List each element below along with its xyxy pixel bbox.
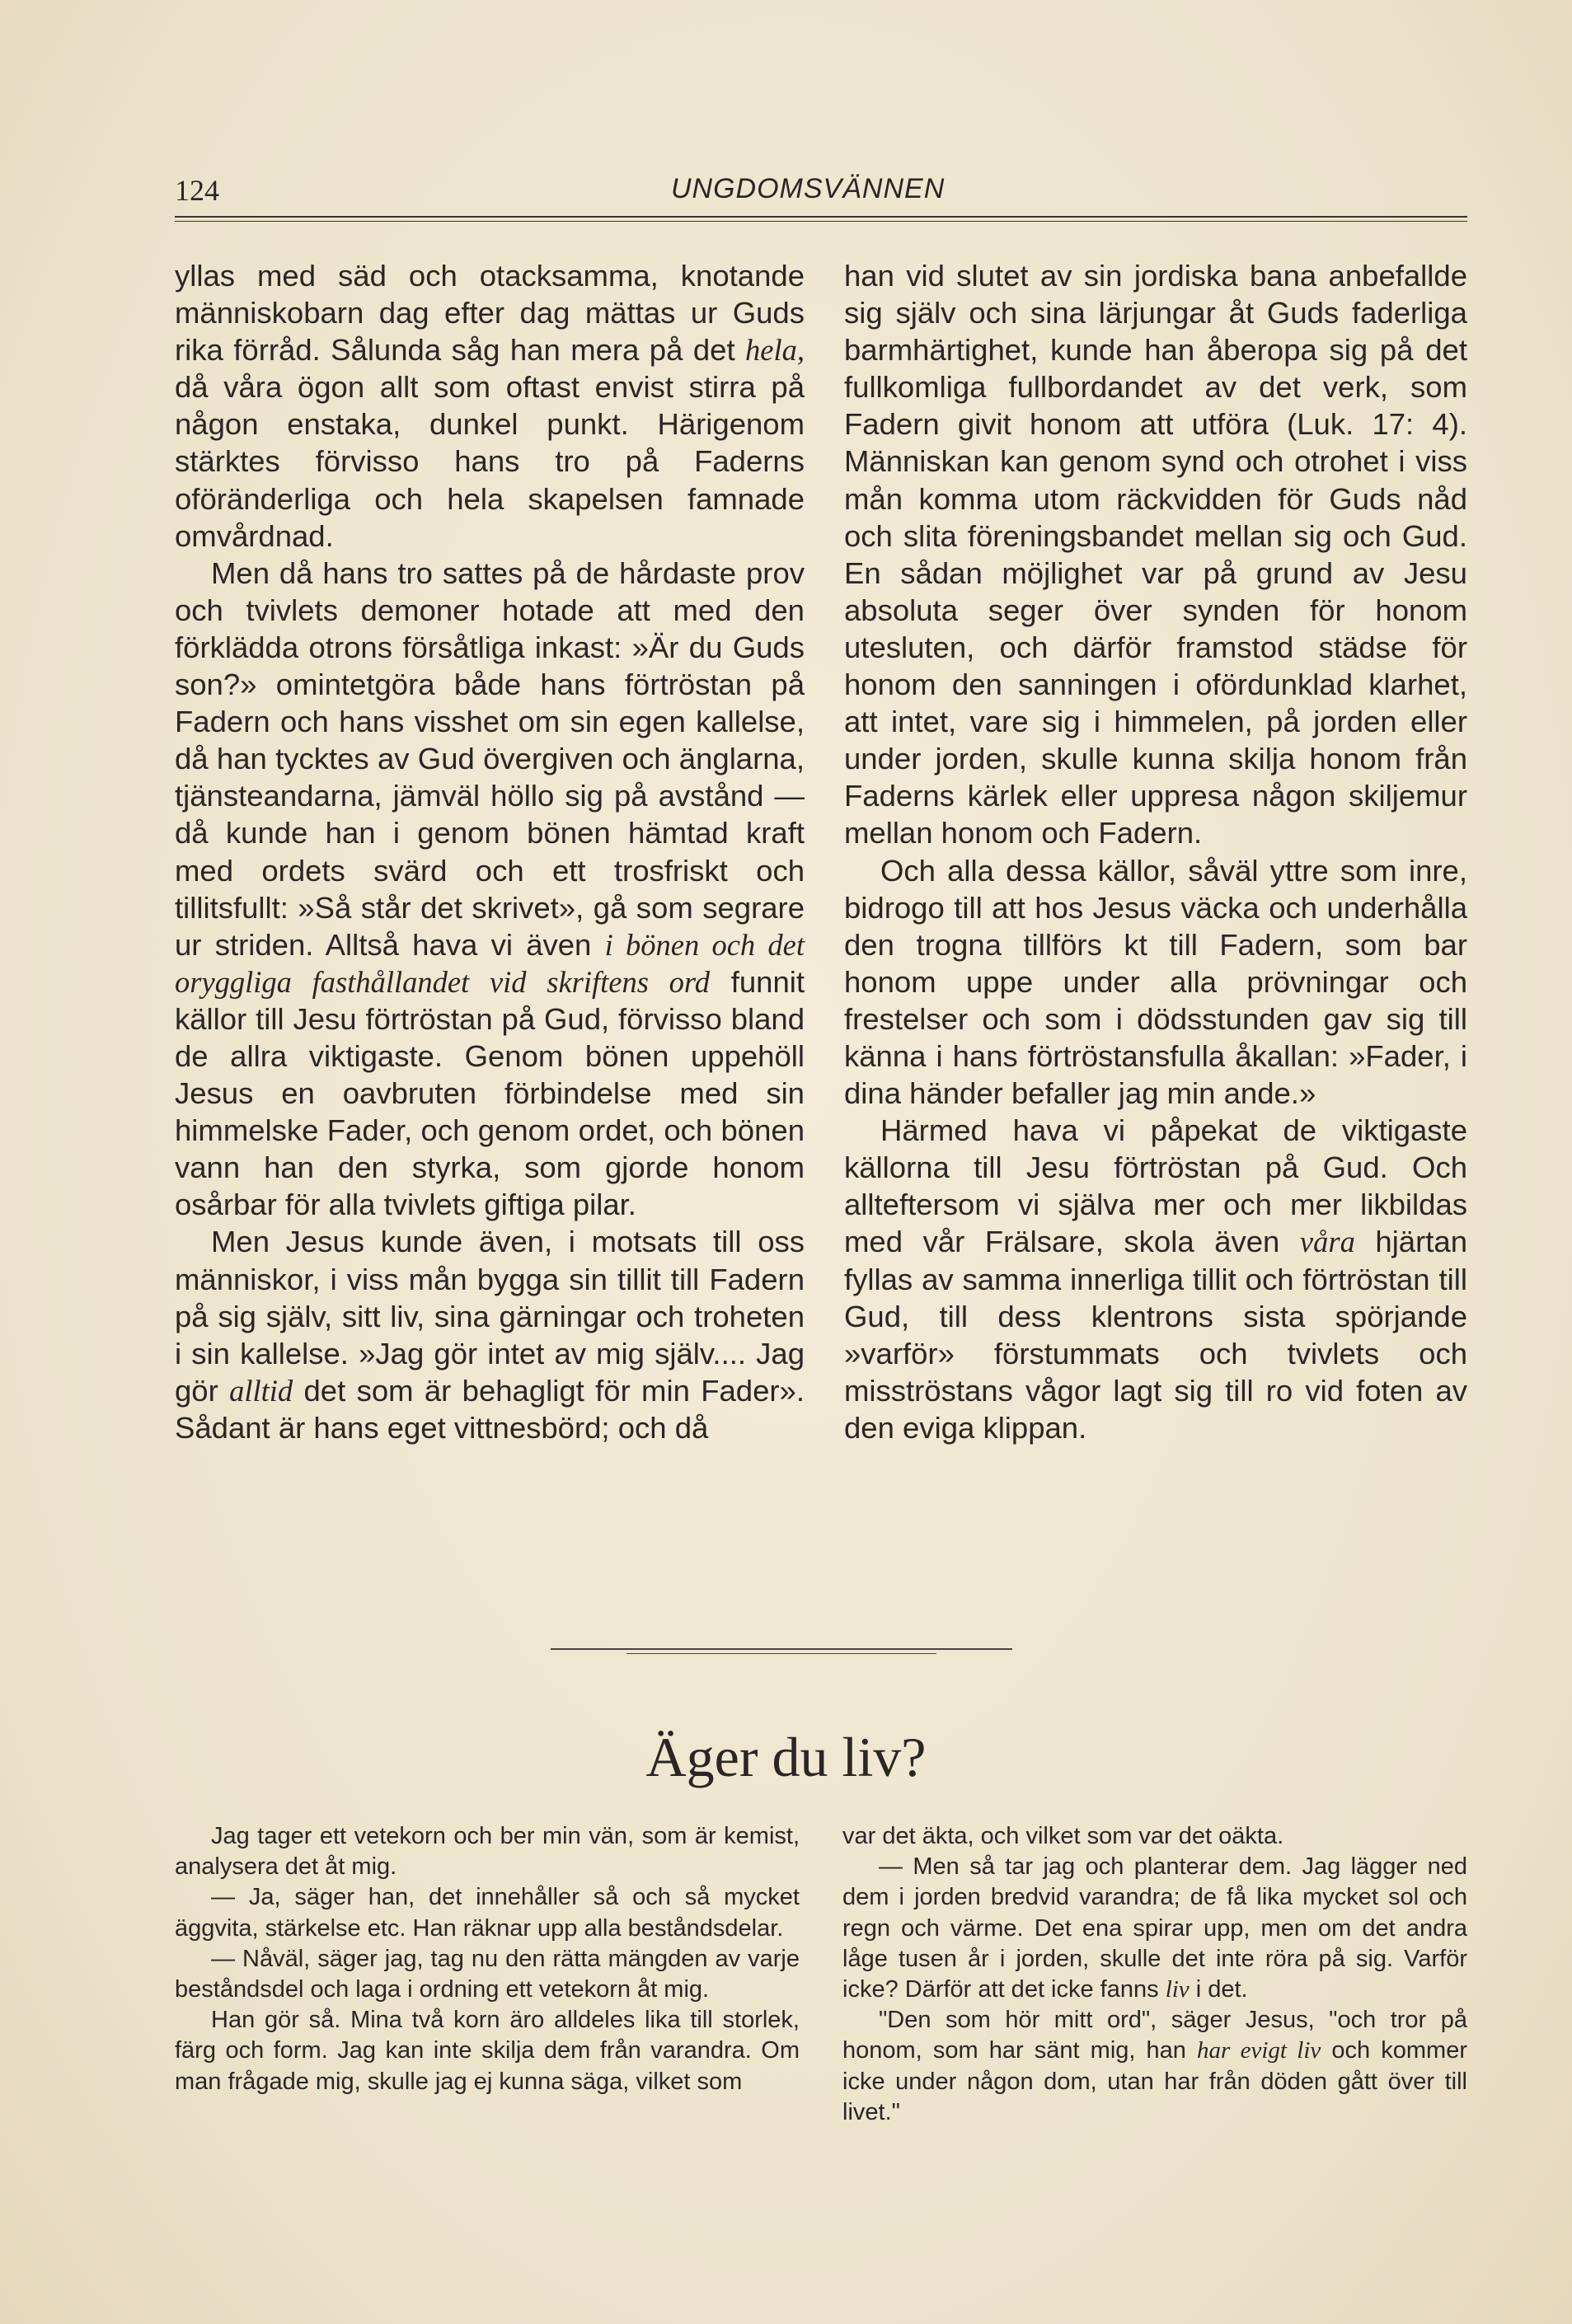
section-divider: [551, 1648, 1012, 1650]
running-title: UNGDOMSVÄNNEN: [671, 173, 946, 204]
article2-left-column: [175, 1821, 800, 2097]
paragraph: [175, 555, 805, 1224]
article1-right-column: [844, 257, 1467, 1446]
section-divider-thin: [626, 1653, 936, 1654]
paragraph-text: Men då hans tro sattes på de hårdaste prov och tvivlets demoner hotade att med den förklädda otrons försåtliga inkast: »Är du Guds son?» omintetgöra både hans förtröstan på Fadern och hans visshet om sin egen kallelse, då han tycktes av Gud övergiven och änglarna, tjänsteandarna, jämväl höllo sig på avstånd — då kunde han i genom bönen hämtad kraft med ordets svärd och ett trosfriskt och tillitsfullt: »Så står det skrivet», gå som segrare ur striden. Alltså hava vi även: [175, 555, 805, 962]
paragraph: [175, 1944, 800, 2005]
article2-right-column: [842, 1821, 1467, 2128]
paragraph-text: han vid slutet av sin jordiska bana anbefallde sig själv och sina lärjungar åt Guds faderliga barmhärtighet, kunde han åberopa sig på det fullkomliga fullbordandet av det verk, som Fadern givit honom att utföra (Luk. 17: 4). Människan kan genom synd och otrohet i viss mån komma utom räckvidden för Guds nåd och slita föreningsbandet mellan sig och Gud. En sådan möjlighet var på grund av Jesu absoluta seger över synden för honom utesluten, och därför framstod städse för honom den sanningen i ofördunklad klarhet, att intet, vare sig i himmelen, på jorden eller under jorden, skulle kunna skilja honom från Faderns kärlek eller uppresa någon skiljemur mellan honom och Fadern.: [844, 259, 1467, 850]
paragraph: [842, 1852, 1467, 2005]
paragraph-text: Jag tager ett vetekorn och ber min vän, som är kemist, analysera det åt mig.: [175, 1823, 800, 1881]
page-number: 124: [175, 174, 219, 207]
emphasis: våra: [1299, 1225, 1355, 1259]
paragraph: [842, 2005, 1467, 2128]
paragraph: [175, 1223, 805, 1446]
paragraph-text: — Nåväl, säger jag, tag nu den rätta mängden av varje beståndsdel och laga i ordning ett vetekorn åt mig.: [175, 1945, 800, 2003]
header-rule-thin: [175, 221, 1467, 222]
paragraph-text: funnit källor till Jesu förtröstan på Gud, förvisso bland de allra viktigaste. Genom bönen uppehöll Jesus en oavbruten förbindelse med sin himmelske Fader, och genom ordet, och bönen vann han den styrka, som gjorde honom osårbar för alla tvivlets giftiga pilar.: [175, 964, 805, 1222]
header-rule-thick: [175, 216, 1467, 218]
emphasis: liv: [1165, 1976, 1190, 2003]
emphasis: hela,: [745, 333, 805, 368]
paragraph: [175, 1882, 800, 1943]
paragraph-text: yllas med säd och otacksamma, knotande människobarn dag efter dag mättas ur Guds rika förråd. Sålunda såg han mera på det: [175, 259, 805, 368]
paragraph-text: "Den som hör mitt ord", säger Jesus, "och tror på honom, som har sänt mig, han: [842, 2007, 1467, 2064]
paragraph: [844, 852, 1467, 1113]
paragraph: [175, 257, 805, 555]
paragraph: [175, 2005, 800, 2097]
paragraph: [844, 1112, 1467, 1446]
paragraph-text: var det äkta, och vilket som var det oäkta.: [842, 1823, 1284, 1849]
paragraph-text: och kommer icke under någon dom, utan har från döden gått över till livet.": [842, 2037, 1467, 2125]
paragraph-text: då våra ögon allt som oftast envist stirra på någon enstaka, dunkel punkt. Härigenom stärktes förvisso hans tro på Faderns oföränderliga och hela skapelsen famnade omvårdnad.: [175, 370, 805, 553]
emphasis: i bönen och det oryggliga fasthållandet vid skriftens ord: [175, 927, 805, 999]
article-title: Äger du liv?: [645, 1726, 927, 1788]
article1-left-column: [175, 257, 805, 1446]
paragraph-text: — Men så tar jag och planterar dem. Jag lägger ned dem i jorden bredvid varandra; de få lika mycket sol och regn och värme. Det ena spirar upp, men om det andra låge tusen år i jorden, skulle det inte röra på sig. Varför icke? Därför att det icke fanns: [842, 1853, 1467, 2003]
page-header: [175, 173, 1467, 223]
paragraph: [842, 1821, 1467, 1852]
paragraph-text: i det.: [1189, 1976, 1248, 2003]
emphasis: alltid: [229, 1373, 293, 1408]
emphasis: har evigt liv: [1197, 2037, 1321, 2064]
paragraph-text: Men Jesus kunde även, i motsats till oss människor, i viss mån bygga sin tillit till Fadern på sig själv, sitt liv, sina gärningar och troheten i sin kallelse. »Jag gör intet av mig själv.... Jag gör: [175, 1225, 805, 1408]
paragraph: [175, 1821, 800, 1882]
paragraph-text: det som är behagligt för min Fader». Sådant är hans eget vittnesbörd; och då: [175, 1373, 805, 1445]
paragraph-text: Härmed hava vi påpekat de viktigaste källorna till Jesu förtröstan på Gud. Och allteftersom vi själva mer och mer likbildas med vår Frälsare, skola även: [844, 1113, 1467, 1259]
paragraph-text: hjärtan fyllas av samma innerliga tillit och förtröstan till Gud, till dess klentrons sista spörjande »varför» förstummats och tvivlets och misströstans vågor lagt sig till ro vid foten av den eviga klippan.: [844, 1225, 1467, 1445]
paragraph-text: Och alla dessa källor, såväl yttre som inre, bidrogo till att hos Jesus väcka och underhålla den trogna tillförs kt till Fadern, som bar honom uppe under alla prövningar och frestelser och som i dödsstunden gav sig till känna i hans förtröstansfulla åkallan: »Fader, i dina händer befaller jag min ande.»: [844, 853, 1467, 1111]
paragraph: [844, 257, 1467, 852]
paragraph-text: Han gör så. Mina två korn äro alldeles lika till storlek, färg och form. Jag kan inte skilja dem från varandra. Om man frågade mig, skulle jag ej kunna säga, vilket som: [175, 2007, 800, 2095]
paragraph-text: — Ja, säger han, det innehåller så och så mycket äggvita, stärkelse etc. Han räknar upp alla beståndsdelar.: [175, 1884, 800, 1942]
